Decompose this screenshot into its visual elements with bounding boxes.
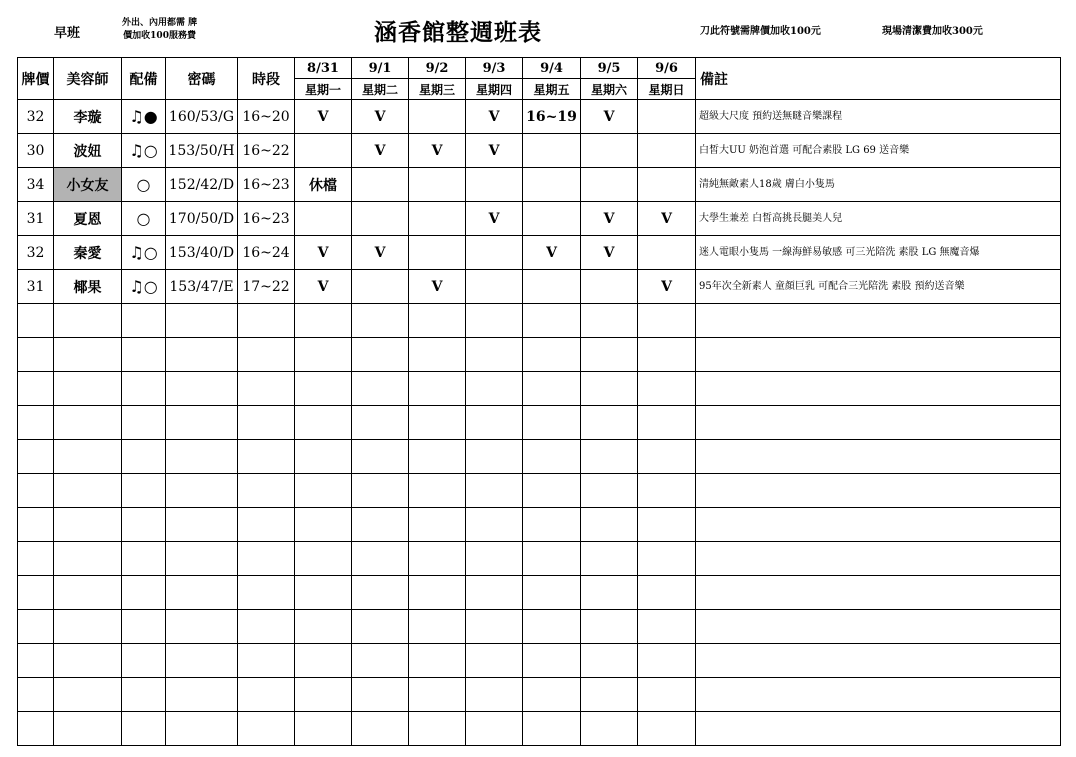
day-mark-cell xyxy=(523,134,581,168)
empty-row xyxy=(18,440,1061,474)
empty-row xyxy=(18,372,1061,406)
empty-row xyxy=(18,678,1061,712)
empty-cell xyxy=(409,440,466,474)
empty-row xyxy=(18,508,1061,542)
price-cell: 34 xyxy=(18,168,54,202)
empty-cell xyxy=(122,610,166,644)
col-header-equip: 配備 xyxy=(122,58,166,100)
table-row xyxy=(18,100,1061,134)
empty-cell xyxy=(466,474,523,508)
empty-cell xyxy=(18,304,54,338)
empty-row xyxy=(18,644,1061,678)
empty-cell xyxy=(523,440,581,474)
day-mark-cell xyxy=(466,168,523,202)
empty-row xyxy=(18,304,1061,338)
day-mark-cell: V xyxy=(466,100,523,134)
empty-cell xyxy=(409,542,466,576)
col-header-stylist: 美容師 xyxy=(54,58,122,100)
day-mark-cell: 休檔 xyxy=(295,168,352,202)
empty-cell xyxy=(638,508,696,542)
time-slot-cell: 16~23 xyxy=(238,168,295,202)
col-header-time: 時段 xyxy=(238,58,295,100)
header-row-dates xyxy=(18,58,1061,79)
empty-cell xyxy=(466,542,523,576)
time-slot-cell: 16~23 xyxy=(238,202,295,236)
day-date: 9/4 xyxy=(523,58,581,79)
empty-cell xyxy=(18,542,54,576)
day-mark-cell xyxy=(581,134,638,168)
empty-cell xyxy=(638,678,696,712)
empty-cell xyxy=(166,508,238,542)
empty-cell xyxy=(54,304,122,338)
day-mark-cell xyxy=(409,168,466,202)
empty-cell xyxy=(352,644,409,678)
empty-cell xyxy=(638,372,696,406)
empty-cell xyxy=(352,440,409,474)
empty-cell xyxy=(238,440,295,474)
empty-cell xyxy=(18,644,54,678)
empty-cell xyxy=(166,372,238,406)
empty-cell xyxy=(18,508,54,542)
empty-cell xyxy=(166,644,238,678)
empty-cell xyxy=(295,644,352,678)
empty-cell xyxy=(638,304,696,338)
empty-cell xyxy=(523,644,581,678)
empty-cell xyxy=(54,338,122,372)
day-mark-cell: V xyxy=(295,270,352,304)
empty-cell xyxy=(54,678,122,712)
day-mark-cell: V xyxy=(638,202,696,236)
empty-cell xyxy=(122,644,166,678)
day-mark-cell: V xyxy=(466,134,523,168)
equip-cell: ♫● xyxy=(122,100,166,134)
empty-cell xyxy=(581,372,638,406)
empty-cell xyxy=(122,508,166,542)
day-mark-cell xyxy=(409,236,466,270)
empty-cell xyxy=(18,712,54,746)
day-mark-cell xyxy=(295,202,352,236)
empty-cell xyxy=(166,338,238,372)
empty-cell xyxy=(122,542,166,576)
empty-cell xyxy=(166,610,238,644)
code-cell: 160/53/G xyxy=(166,100,238,134)
empty-cell xyxy=(54,542,122,576)
empty-row xyxy=(18,474,1061,508)
day-mark-cell xyxy=(295,134,352,168)
day-mark-cell: V xyxy=(638,270,696,304)
empty-cell xyxy=(122,678,166,712)
empty-row xyxy=(18,542,1061,576)
empty-cell xyxy=(352,304,409,338)
col-header-code: 密碼 xyxy=(166,58,238,100)
empty-cell xyxy=(352,338,409,372)
empty-cell xyxy=(295,576,352,610)
day-mark-cell xyxy=(523,168,581,202)
empty-cell xyxy=(238,576,295,610)
empty-cell xyxy=(466,406,523,440)
empty-cell xyxy=(409,338,466,372)
day-date: 9/5 xyxy=(581,58,638,79)
empty-cell xyxy=(581,678,638,712)
empty-cell xyxy=(295,542,352,576)
empty-cell xyxy=(54,610,122,644)
empty-cell xyxy=(295,338,352,372)
empty-cell xyxy=(466,678,523,712)
empty-cell xyxy=(466,644,523,678)
code-cell: 153/50/H xyxy=(166,134,238,168)
empty-cell xyxy=(166,440,238,474)
empty-cell xyxy=(523,474,581,508)
empty-cell xyxy=(581,644,638,678)
surcharge-note: 刀此符號需牌價加收100元 xyxy=(700,26,821,37)
table-row xyxy=(18,270,1061,304)
empty-cell xyxy=(638,576,696,610)
empty-cell xyxy=(466,712,523,746)
table-row xyxy=(18,236,1061,270)
empty-cell xyxy=(295,610,352,644)
empty-cell xyxy=(122,474,166,508)
stylist-name-cell: 夏恩 xyxy=(54,202,122,236)
day-date: 9/2 xyxy=(409,58,466,79)
empty-cell xyxy=(166,304,238,338)
day-mark-cell: V xyxy=(581,100,638,134)
empty-cell xyxy=(54,576,122,610)
empty-cell xyxy=(581,610,638,644)
notes-cell: 95年次全新素人 童顏巨乳 可配合三光陪洗 素股 預約送音樂 xyxy=(696,270,1061,304)
day-mark-cell: V xyxy=(523,236,581,270)
time-slot-cell: 17~22 xyxy=(238,270,295,304)
notes-cell: 清純無敵素人18歲 膚白小隻馬 xyxy=(696,168,1061,202)
day-mark-cell xyxy=(352,202,409,236)
service-fee-note-line-1: 外出、內用都需 牌 xyxy=(122,18,198,28)
empty-cell xyxy=(238,678,295,712)
empty-cell xyxy=(352,576,409,610)
empty-cell xyxy=(638,712,696,746)
empty-cell xyxy=(54,474,122,508)
empty-cell xyxy=(523,406,581,440)
code-cell: 153/47/E xyxy=(166,270,238,304)
empty-cell xyxy=(523,678,581,712)
empty-cell xyxy=(409,508,466,542)
empty-cell xyxy=(122,406,166,440)
empty-cell xyxy=(523,508,581,542)
equip-cell: ♫○ xyxy=(122,134,166,168)
empty-cell xyxy=(238,644,295,678)
empty-cell xyxy=(466,338,523,372)
empty-cell xyxy=(295,440,352,474)
day-mark-cell: V xyxy=(466,202,523,236)
service-fee-note-line-2: 價加收100服務費 xyxy=(123,31,196,41)
empty-cell xyxy=(352,372,409,406)
day-mark-cell xyxy=(352,270,409,304)
empty-cell xyxy=(696,372,1061,406)
empty-cell xyxy=(696,712,1061,746)
equip-cell: ♫○ xyxy=(122,236,166,270)
table-row xyxy=(18,134,1061,168)
day-mark-cell xyxy=(638,236,696,270)
stylist-name-cell: 波妞 xyxy=(54,134,122,168)
empty-cell xyxy=(238,372,295,406)
equip-cell: ○ xyxy=(122,202,166,236)
empty-cell xyxy=(18,338,54,372)
empty-cell xyxy=(166,678,238,712)
empty-cell xyxy=(122,576,166,610)
empty-cell xyxy=(238,712,295,746)
notes-cell: 迷人電眼小隻馬 一線海鮮易敏感 可三光陪洗 素股 LG 無魔音爆 xyxy=(696,236,1061,270)
empty-cell xyxy=(238,338,295,372)
empty-cell xyxy=(581,576,638,610)
empty-cell xyxy=(581,338,638,372)
day-mark-cell xyxy=(466,270,523,304)
col-header-notes: 備註 xyxy=(696,58,1061,100)
empty-cell xyxy=(295,304,352,338)
empty-cell xyxy=(352,678,409,712)
empty-cell xyxy=(581,304,638,338)
empty-cell xyxy=(18,474,54,508)
empty-cell xyxy=(18,406,54,440)
code-cell: 153/40/D xyxy=(166,236,238,270)
empty-cell xyxy=(352,610,409,644)
empty-cell xyxy=(466,576,523,610)
empty-cell xyxy=(409,678,466,712)
day-date: 9/1 xyxy=(352,58,409,79)
code-cell: 170/50/D xyxy=(166,202,238,236)
schedule-table xyxy=(17,57,1061,746)
empty-cell xyxy=(295,406,352,440)
empty-cell xyxy=(696,304,1061,338)
day-mark-cell: V xyxy=(581,236,638,270)
day-mark-cell: V xyxy=(352,100,409,134)
empty-cell xyxy=(166,406,238,440)
empty-cell xyxy=(18,678,54,712)
code-cell: 152/42/D xyxy=(166,168,238,202)
empty-cell xyxy=(466,610,523,644)
time-slot-cell: 16~20 xyxy=(238,100,295,134)
empty-cell xyxy=(238,610,295,644)
empty-cell xyxy=(638,644,696,678)
price-cell: 32 xyxy=(18,100,54,134)
empty-cell xyxy=(122,440,166,474)
empty-cell xyxy=(409,576,466,610)
empty-cell xyxy=(352,712,409,746)
empty-cell xyxy=(352,542,409,576)
day-mark-cell xyxy=(523,202,581,236)
table-row xyxy=(18,202,1061,236)
empty-cell xyxy=(523,304,581,338)
empty-cell xyxy=(466,372,523,406)
empty-cell xyxy=(466,304,523,338)
empty-cell xyxy=(295,508,352,542)
empty-cell xyxy=(466,508,523,542)
stylist-name-cell: 椰果 xyxy=(54,270,122,304)
empty-cell xyxy=(581,440,638,474)
day-mark-cell xyxy=(352,168,409,202)
empty-cell xyxy=(696,610,1061,644)
empty-cell xyxy=(696,576,1061,610)
empty-cell xyxy=(409,712,466,746)
day-mark-cell: 16~19 xyxy=(523,100,581,134)
empty-cell xyxy=(638,406,696,440)
empty-cell xyxy=(238,474,295,508)
notes-cell: 大學生兼差 白皙高挑長腿美人兒 xyxy=(696,202,1061,236)
empty-cell xyxy=(18,576,54,610)
empty-cell xyxy=(166,576,238,610)
day-weekday: 星期三 xyxy=(409,79,466,100)
day-weekday: 星期二 xyxy=(352,79,409,100)
empty-cell xyxy=(581,542,638,576)
day-weekday: 星期一 xyxy=(295,79,352,100)
empty-cell xyxy=(638,440,696,474)
empty-cell xyxy=(352,508,409,542)
empty-cell xyxy=(295,712,352,746)
empty-cell xyxy=(166,712,238,746)
empty-cell xyxy=(238,406,295,440)
empty-row xyxy=(18,576,1061,610)
day-weekday: 星期日 xyxy=(638,79,696,100)
empty-cell xyxy=(409,372,466,406)
page-title: 涵香館整週班表 xyxy=(374,19,542,46)
day-mark-cell xyxy=(523,270,581,304)
price-cell: 30 xyxy=(18,134,54,168)
empty-cell xyxy=(409,406,466,440)
day-date: 8/31 xyxy=(295,58,352,79)
empty-cell xyxy=(54,406,122,440)
day-mark-cell: V xyxy=(352,134,409,168)
day-mark-cell: V xyxy=(409,270,466,304)
empty-cell xyxy=(638,610,696,644)
price-cell: 32 xyxy=(18,236,54,270)
empty-cell xyxy=(696,440,1061,474)
empty-cell xyxy=(352,474,409,508)
day-mark-cell: V xyxy=(295,100,352,134)
empty-cell xyxy=(696,644,1061,678)
price-cell: 31 xyxy=(18,202,54,236)
day-mark-cell xyxy=(466,236,523,270)
empty-cell xyxy=(238,508,295,542)
empty-cell xyxy=(122,304,166,338)
day-mark-cell xyxy=(638,168,696,202)
day-mark-cell xyxy=(581,168,638,202)
empty-cell xyxy=(18,440,54,474)
empty-cell xyxy=(523,542,581,576)
time-slot-cell: 16~22 xyxy=(238,134,295,168)
empty-cell xyxy=(54,372,122,406)
stylist-name-cell: 小女友 xyxy=(54,168,122,202)
empty-cell xyxy=(238,542,295,576)
empty-row xyxy=(18,712,1061,746)
empty-cell xyxy=(54,644,122,678)
empty-cell xyxy=(18,610,54,644)
table-row xyxy=(18,168,1061,202)
empty-cell xyxy=(638,542,696,576)
empty-cell xyxy=(581,474,638,508)
day-mark-cell xyxy=(638,100,696,134)
empty-cell xyxy=(122,712,166,746)
empty-cell xyxy=(523,712,581,746)
empty-cell xyxy=(696,508,1061,542)
empty-cell xyxy=(466,440,523,474)
stylist-name-cell: 秦愛 xyxy=(54,236,122,270)
shift-label: 早班 xyxy=(54,26,81,41)
day-date: 9/6 xyxy=(638,58,696,79)
empty-cell xyxy=(638,474,696,508)
empty-cell xyxy=(295,678,352,712)
empty-cell xyxy=(122,372,166,406)
day-mark-cell xyxy=(409,202,466,236)
day-mark-cell xyxy=(409,100,466,134)
empty-cell xyxy=(696,406,1061,440)
empty-cell xyxy=(409,644,466,678)
empty-cell xyxy=(352,406,409,440)
day-mark-cell: V xyxy=(581,202,638,236)
empty-cell xyxy=(523,576,581,610)
day-mark-cell xyxy=(581,270,638,304)
stylist-name-cell: 李璇 xyxy=(54,100,122,134)
empty-cell xyxy=(409,304,466,338)
service-fee-note xyxy=(122,17,197,43)
empty-row xyxy=(18,406,1061,440)
schedule-body xyxy=(18,100,1061,746)
equip-cell: ♫○ xyxy=(122,270,166,304)
day-mark-cell: V xyxy=(409,134,466,168)
empty-cell xyxy=(696,338,1061,372)
empty-cell xyxy=(54,508,122,542)
empty-cell xyxy=(54,440,122,474)
day-weekday: 星期四 xyxy=(466,79,523,100)
day-mark-cell xyxy=(638,134,696,168)
cleaning-fee-note: 現場清潔費加收300元 xyxy=(882,26,983,37)
empty-row xyxy=(18,610,1061,644)
day-weekday: 星期五 xyxy=(523,79,581,100)
empty-cell xyxy=(54,712,122,746)
empty-cell xyxy=(166,542,238,576)
empty-cell xyxy=(295,474,352,508)
equip-cell: ○ xyxy=(122,168,166,202)
empty-cell xyxy=(581,508,638,542)
empty-cell xyxy=(696,542,1061,576)
empty-cell xyxy=(166,474,238,508)
empty-cell xyxy=(523,372,581,406)
empty-cell xyxy=(523,338,581,372)
notes-cell: 超級大尺度 預約送無瞇音樂課程 xyxy=(696,100,1061,134)
empty-cell xyxy=(295,372,352,406)
empty-cell xyxy=(122,338,166,372)
empty-cell xyxy=(581,406,638,440)
empty-cell xyxy=(523,610,581,644)
empty-cell xyxy=(696,474,1061,508)
time-slot-cell: 16~24 xyxy=(238,236,295,270)
empty-cell xyxy=(409,610,466,644)
empty-cell xyxy=(581,712,638,746)
col-header-price: 牌價 xyxy=(18,58,54,100)
empty-cell xyxy=(696,678,1061,712)
day-date: 9/3 xyxy=(466,58,523,79)
empty-cell xyxy=(409,474,466,508)
empty-cell xyxy=(18,372,54,406)
price-cell: 31 xyxy=(18,270,54,304)
day-mark-cell: V xyxy=(352,236,409,270)
empty-cell xyxy=(238,304,295,338)
empty-row xyxy=(18,338,1061,372)
day-weekday: 星期六 xyxy=(581,79,638,100)
empty-cell xyxy=(638,338,696,372)
day-mark-cell: V xyxy=(295,236,352,270)
notes-cell: 白皙大UU 奶泡首選 可配合素股 LG 69 送音樂 xyxy=(696,134,1061,168)
